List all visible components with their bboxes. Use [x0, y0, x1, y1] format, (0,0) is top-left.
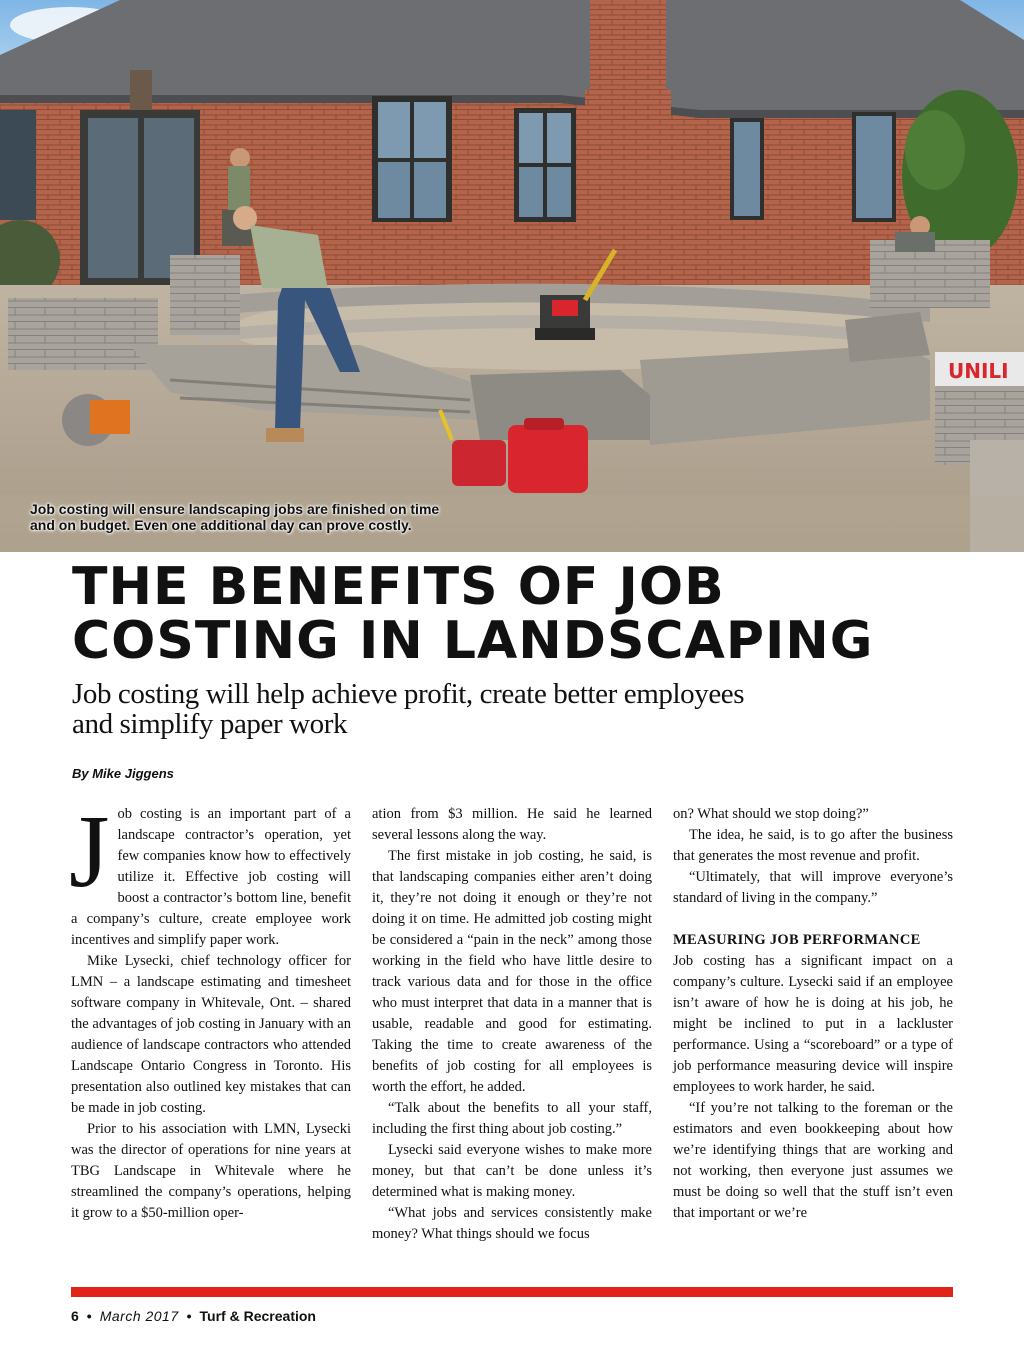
article-subtitle [72, 679, 952, 739]
footer-rule [71, 1287, 953, 1297]
title-line: COSTING IN LANDSCAPING [72, 611, 874, 671]
paragraph: Prior to his association with LMN, Lysecki was the director of operations for nine years at TBG Landscape in Whitevale where he streamlined the company’s operations, helping it grow to a $50-million oper- [71, 1121, 351, 1221]
paragraph: “Talk about the benefits to all your staff, including the first thing about job costing.” [372, 1100, 652, 1137]
paragraph [69, 794, 351, 951]
boulder [845, 312, 930, 362]
door-glass [144, 118, 194, 278]
article-column-1 [69, 794, 351, 1224]
caption-line: and on budget. Even one additional day can prove costly. [30, 517, 412, 533]
landscaping-scene-illustration [0, 0, 1024, 552]
shrub [905, 110, 965, 190]
window [514, 108, 576, 222]
paragraph: “What jobs and services consistently make money? What things should we focus [372, 1205, 652, 1242]
pallet-sign-text: UNILI [948, 359, 1009, 383]
title-line: THE BENEFITS OF JOB [72, 557, 725, 617]
paragraph: The first mistake in job costing, he said, is that landscaping companies either aren’t doing it, they’re not doing it enough or they’re not doing it on time. He admitted job costing might be considered a “pain in the neck” among those working in the field who have little desire to track various data and for those in the office who must interpret that data in a manner that is usable, readable and good for estimating. Taking the time to create awareness of the benefits of job costing for all employees is worth the effort, he added. [372, 848, 652, 1095]
drop-cap: J [69, 794, 110, 909]
section-heading: MEASURING JOB PERFORMANCE [673, 932, 921, 948]
paragraph: on? What should we stop doing?” [673, 806, 869, 822]
byline: By Mike Jiggens [72, 766, 174, 781]
retaining-wall [8, 298, 158, 370]
chimney-base [585, 90, 671, 290]
photo-caption [30, 501, 550, 533]
issue-date: March 2017 [99, 1308, 179, 1324]
chimney [590, 0, 666, 95]
paragraph: Job costing has a significant impact on a company’s culture. Lysecki said if an employee isn’t aware of how he is doing at his job, he might be inclined to put in a lackluster performance. Using a “scoreboard” or a type of job performance measuring device will inspire employees to work harder, he said. [673, 953, 953, 1095]
window [730, 118, 764, 220]
subtitle-line: Job costing will help achieve profit, create better employees [72, 678, 745, 710]
paragraph: “If you’re not talking to the foreman or the estimators and even bookkeeping about how we’re identifying things that are working and not working, then everyone just assumes we must be doing so well that the stuff isn’t even that important or we’re [673, 1100, 953, 1221]
paragraph: “Ultimately, that will improve everyone’s standard of living in the company.” [673, 869, 953, 906]
page-number: 6 [71, 1308, 79, 1324]
article-title [72, 557, 972, 671]
paragraph: ation from $3 million. He said he learned several lessons along the way. [372, 806, 652, 843]
article-column-3 [673, 804, 953, 1224]
page-footer [71, 1308, 316, 1324]
roof [0, 0, 1024, 110]
article-column-2 [372, 804, 652, 1245]
window [852, 112, 896, 222]
gas-can [508, 418, 588, 493]
paragraph-text: ob costing is an important part of a landscape contractor’s operation, yet few companies know how to effectively utilize it. Effective job costing will boost a contractor’s bottom line, benefit a company’s culture, create employee work incentives and simplify paper work. [71, 806, 351, 948]
stone-pillar [170, 255, 240, 335]
window [372, 96, 452, 222]
bullet-separator: • [86, 1308, 92, 1324]
publication-name: Turf & Recreation [199, 1308, 316, 1324]
door-glass [88, 118, 138, 278]
caption-line: Job costing will ensure landscaping jobs are finished on time [30, 501, 440, 517]
paragraph: The idea, he said, is to go after the business that generates the most revenue and profit. [673, 827, 953, 864]
bullet-separator: • [186, 1308, 192, 1324]
paragraph: Lysecki said everyone wishes to make more money, but that can’t be done unless it’s determined what is making money. [372, 1142, 652, 1200]
hero-photo [0, 0, 1024, 552]
subtitle-line: and simplify paper work [72, 708, 348, 740]
paragraph: Mike Lysecki, chief technology officer for LMN – a landscape estimating and timesheet software company in Whitevale, Ont. – shared the advantages of job costing in January with an audience of landscape contractors who attended Landscape Ontario Congress in Toronto. His presentation also outlined key mistakes that can be made in job costing. [71, 953, 351, 1116]
side-window [0, 110, 36, 220]
